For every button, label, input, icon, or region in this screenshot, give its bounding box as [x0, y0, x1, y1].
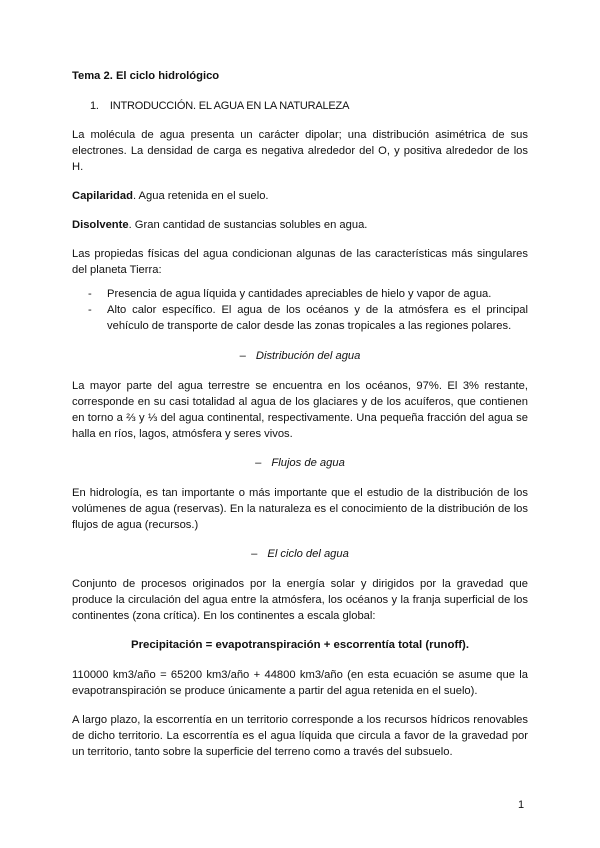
document-body [72, 68, 528, 773]
subheading-ciclo [72, 546, 528, 562]
subheading-dash: – [251, 548, 258, 560]
definition-disolvente: . Gran cantidad de sustancias solubles en agua. [128, 219, 368, 231]
list-item [72, 286, 528, 302]
term-disolvente: Disolvente [72, 219, 129, 231]
properties-list [72, 286, 528, 334]
bullet-dash: - [88, 304, 92, 316]
subheading-dash: – [239, 350, 246, 362]
subheading-dash: – [255, 457, 262, 469]
subheading-text: Distribución del agua [255, 350, 361, 362]
definition-capilaridad: . Agua retenida en el suelo. [132, 190, 269, 202]
subheading-text: El ciclo del agua [267, 548, 349, 560]
paragraph-capilaridad [72, 188, 528, 204]
bullet-dash: - [88, 288, 92, 300]
paragraph-properties: Las propiedas físicas del agua condicionan algunas de las características más singulares del planeta Tierra: [72, 248, 528, 276]
subheading-distribucion [72, 348, 528, 364]
paragraph-distribucion: La mayor parte del agua terrestre se encuentra en los océanos, 97%. El 3% restante, corresponde en su casi totalidad al agua de los glaciares y de los acuíferos, que contienen en torno a ⅔ y ⅓ del agua continental, respectivamente. Una pequeña fracción del agua se halla en ríos, lagos, atmósfera y seres vivos. [72, 380, 528, 440]
paragraph-flujos: En hidrología, es tan importante o más importante que el estudio de la distribución de los volúmenes de agua (reservas). En la naturaleza es el conocimiento de la distribución de los flujos de agua (recursos.) [72, 487, 528, 531]
subheading-flujos [72, 455, 528, 471]
paragraph-ciclo: Conjunto de procesos originados por la energía solar y dirigidos por la gravedad que produce la circulación del agua entre la atmósfera, los océanos y la franja superficial de los continentes (zona crítica). En los continentes a escala global: [72, 578, 528, 622]
subheading-text: Flujos de agua [271, 457, 345, 469]
term-capilaridad: Capilaridad [72, 190, 133, 202]
water-balance-formula: Precipitación = evapotranspiración + escorrentía total (runoff). [130, 639, 469, 651]
list-item-text: Presencia de agua líquida y cantidades apreciables de hielo y vapor de agua. [107, 288, 492, 300]
paragraph-molecule: La molécula de agua presenta un carácter dipolar; una distribución asimétrica de sus electrones. La densidad de carga es negativa alrededor del O, y positiva alrededor de los H. [72, 129, 528, 173]
section-heading [72, 98, 528, 114]
section-title: INTRODUCCIÓN. EL AGUA EN LA NATURALEZA [109, 100, 350, 112]
section-number: 1. [90, 100, 99, 112]
document-title: Tema 2. El ciclo hidrológico [72, 70, 220, 82]
page-number: 1 [518, 799, 525, 811]
paragraph-equation: 110000 km3/año = 65200 km3/año + 44800 km3/año (en esta ecuación se asume que la evapotranspiración se produce únicamente a partir del agua retenida en el suelo). [72, 669, 528, 697]
paragraph-escorrentia: A largo plazo, la escorrentía en un territorio corresponde a los recursos hídricos renovables de dicho territorio. La escorrentía es el agua líquida que circula a favor de la gravedad por un territorio, tanto sobre la superficie del terreno como a través del subsuelo. [72, 714, 528, 758]
paragraph-disolvente [72, 217, 528, 233]
list-item-text: Alto calor específico. El agua de los océanos y de la atmósfera es el principal vehículo de transporte de calor desde las zonas tropicales a las regiones polares. [107, 304, 528, 332]
list-item [72, 302, 528, 334]
